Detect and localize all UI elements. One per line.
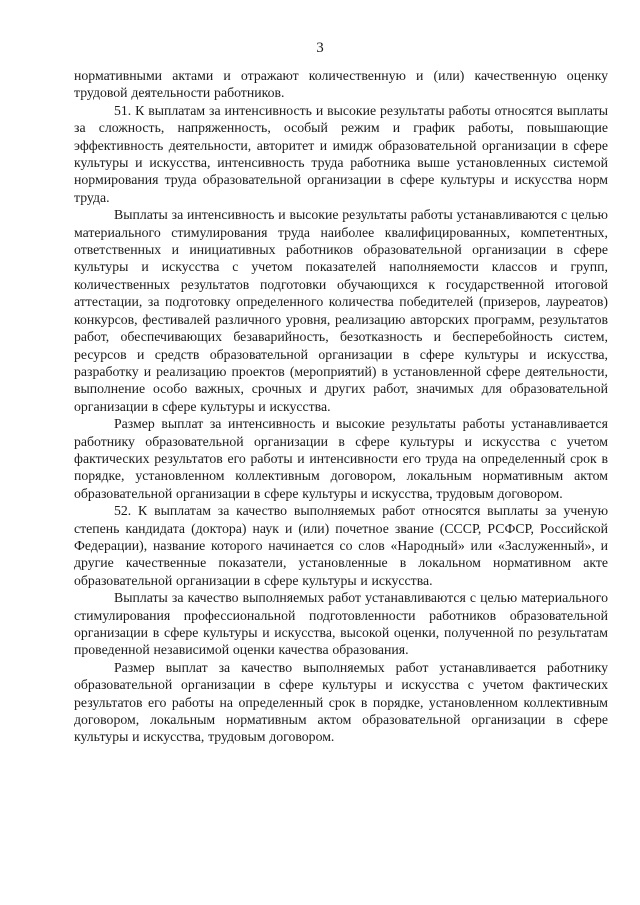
paragraph-intensity-amount: Размер выплат за интенсивность и высокие результаты работы устанавливается работнику образовательной организации в сфере культуры и искусства с учетом фактических результатов его работы и интенсивности его труда на определенный срок в порядке, установленном коллективным договором, локальным нормативным актом образовательной организации в сфере культуры и искусства, трудовым договором.	[74, 416, 608, 501]
paragraph-51: 51. К выплатам за интенсивность и высокие результаты работы относятся выплаты за сложность, напряженность, особый режим и график работы, повышающие эффективность деятельности, авторитет и имидж образовательной организации в сфере культуры и искусства, интенсивность труда работника выше установленных системой нормирования труда образовательной организации в сфере культуры и искусства норм труда.	[74, 102, 608, 205]
page-number: 3	[316, 40, 324, 56]
paragraph-52: 52. К выплатам за качество выполняемых работ относятся выплаты за ученую степень кандидата (доктора) наук и (или) почетное звание (СССР, РСФСР, Российской Федерации), название которого начинается со слов «Народный» или «Заслуженный», и другие качественные показатели, установленные в локальном нормативном акте образовательной организации в сфере культуры и искусства.	[74, 503, 608, 588]
paragraph-intensity-payments: Выплаты за интенсивность и высокие результаты работы устанавливаются с целью материального стимулирования труда наиболее квалифицированных, компетентных, ответственных и инициативных работников образовательной организации в сфере культуры и искусства с учетом показателей наполняемости классов и групп, количественных результатов подготовки обучающихся к государственной итоговой аттестации, за подготовку определенного количества победителей (призеров, лауреатов) конкурсов, фестивалей различного уровня, реализацию авторских программ, результатов работ, обеспечивающих безаварийность, безотказность и бесперебойность систем, ресурсов и средств образовательной организации в сфере культуры и искусства, разработку и реализацию проектов (мероприятий) в установленной сфере деятельности, выполнение особо важных, срочных и других работ, значимых для образовательной организации в сфере культуры и искусства.	[74, 207, 608, 414]
paragraph-quality-payments: Выплаты за качество выполняемых работ устанавливаются с целью материального стимулирования профессиональной подготовленности работников образовательной организации в сфере культуры и искусства, высокой оценки, полученной по результатам проведенной независимой оценки качества образования.	[74, 590, 608, 658]
paragraph-continuation: нормативными актами и отражают количественную и (или) качественную оценку трудовой деятельности работников.	[74, 68, 608, 101]
paragraph-quality-amount: Размер выплат за качество выполняемых работ устанавливается работнику образовательной организации в сфере культуры и искусства с учетом фактических результатов его работы на определенный срок в порядке, установленном коллективным договором, локальным нормативным актом образовательной организации в сфере культуры и искусства, трудовым договором.	[74, 659, 608, 745]
document-body	[74, 67, 608, 746]
